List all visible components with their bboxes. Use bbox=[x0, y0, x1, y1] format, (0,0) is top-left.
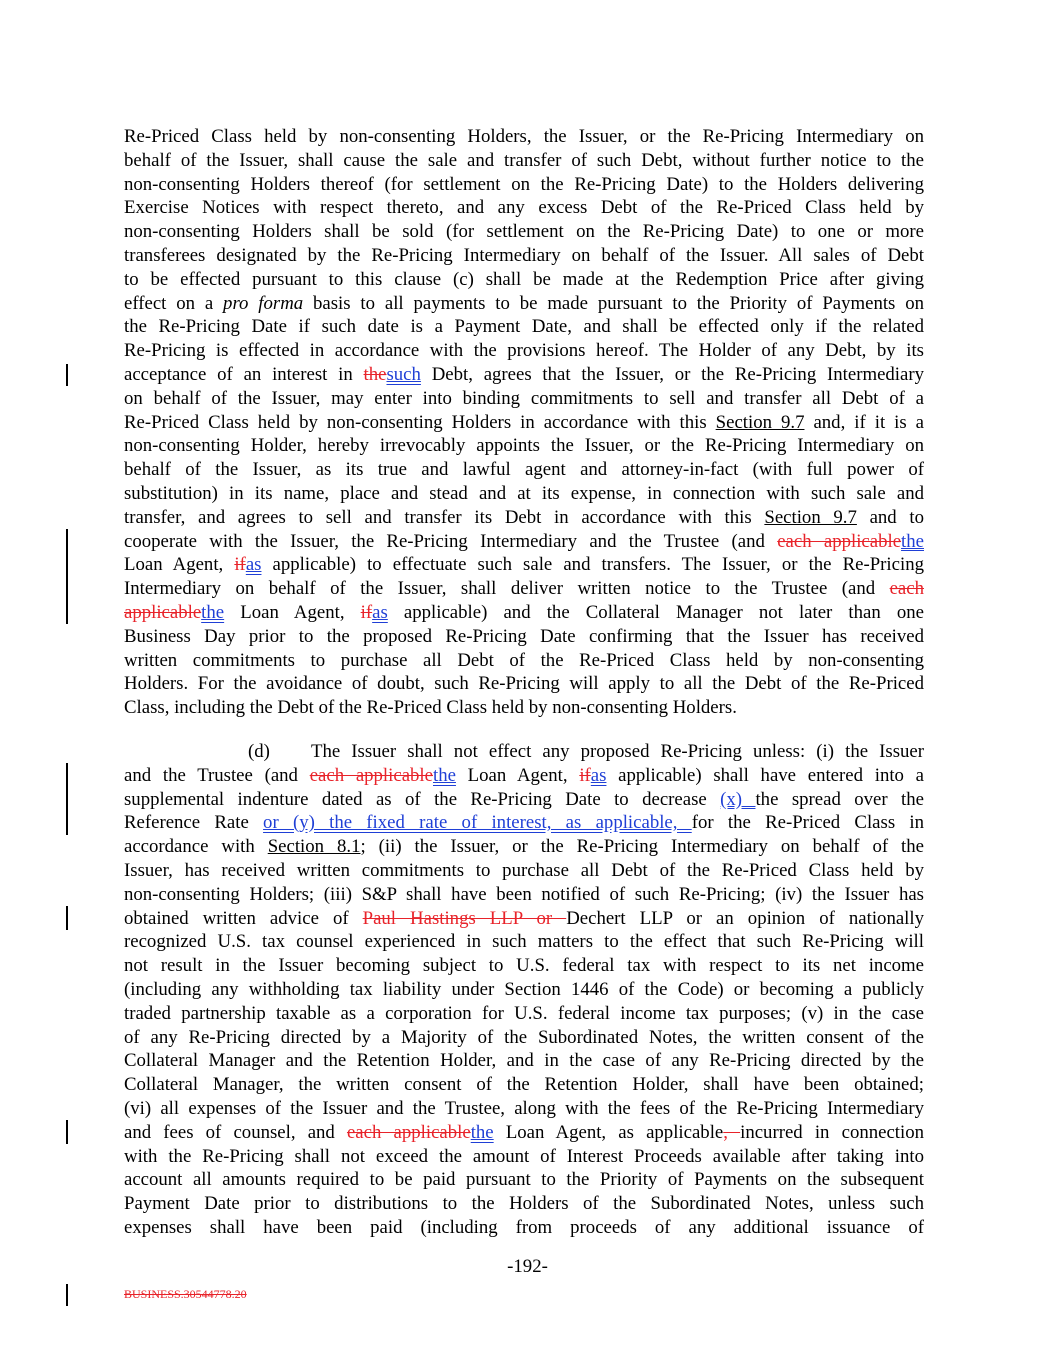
text-run: Holders. For the avoidance of doubt, such Re-Pricing will apply to all the Debt of the Re-Priced bbox=[124, 673, 924, 695]
deleted-text: each applicable bbox=[777, 530, 902, 552]
text-run: Reference Rate bbox=[124, 812, 264, 834]
text-line bbox=[124, 434, 924, 458]
text-run: and the Trustee (and bbox=[124, 764, 310, 786]
italic-text: pro forma bbox=[223, 292, 304, 314]
deleted-text: if bbox=[360, 601, 373, 623]
text-line bbox=[124, 601, 924, 625]
text-run: (vi) all expenses of the Issuer and the Trustee, along with the fees of the Re-Pricing Intermediary bbox=[124, 1097, 924, 1119]
text-run: for the Re-Priced Class in bbox=[691, 812, 924, 834]
text-run: supplemental indenture dated as of the Re-Pricing Date to decrease bbox=[124, 788, 721, 810]
deleted-text: Paul Hastings LLP or bbox=[362, 907, 567, 929]
text-line bbox=[124, 196, 924, 220]
cross-reference[interactable]: Section 9.7 bbox=[764, 506, 857, 528]
text-line bbox=[124, 553, 924, 577]
text-run: Loan Agent, as applicable bbox=[493, 1121, 724, 1143]
text-run: Debt, agrees that the Issuer, or the Re-Pricing Intermediary bbox=[420, 363, 924, 385]
text-run: to be effected pursuant to this clause (c) shall be made at the Redemption Price after giving bbox=[124, 268, 924, 290]
inserted-text: the bbox=[201, 601, 225, 623]
text-run: incurred in connection bbox=[740, 1121, 924, 1143]
text-run: Issuer, has received written commitments to purchase all Debt of the Re-Priced Class held by bbox=[124, 859, 924, 881]
text-line bbox=[124, 315, 924, 339]
text-line bbox=[124, 740, 924, 764]
text-line bbox=[124, 1216, 924, 1240]
change-bar bbox=[66, 763, 68, 835]
inserted-text: such bbox=[386, 363, 421, 385]
text-line bbox=[124, 244, 924, 268]
text-run: and to bbox=[856, 506, 925, 528]
deleted-text: the bbox=[363, 363, 387, 385]
text-run: substitution) in its name, place and stead and at its expense, in connection with such sale and bbox=[124, 482, 924, 504]
inserted-text: the bbox=[433, 764, 456, 786]
text-line bbox=[124, 458, 924, 482]
change-bar bbox=[66, 1120, 68, 1144]
text-run: Re-Priced Class held by non-consenting Holders, the Issuer, or the Re-Pricing Intermediary on bbox=[124, 126, 924, 147]
text-line bbox=[124, 411, 924, 435]
text-run: effect on a bbox=[124, 292, 224, 314]
text-line bbox=[124, 859, 924, 883]
text-run: on behalf of the Issuer, may enter into binding commitments to sell and transfer all Debt of a bbox=[124, 387, 924, 409]
text-line bbox=[124, 1145, 924, 1169]
text-line bbox=[124, 811, 924, 835]
text-run: Re-Priced Class held by non-consenting Holders in accordance with this bbox=[124, 411, 716, 433]
inserted-text: as bbox=[590, 764, 607, 786]
text-line bbox=[124, 1026, 924, 1050]
text-line bbox=[124, 1121, 924, 1145]
text-run: recognized U.S. tax counsel experienced in such matters to the effect that such Re-Pricing will bbox=[124, 931, 924, 953]
inserted-text: the bbox=[901, 530, 924, 552]
text-run: with the Re-Pricing shall not exceed the amount of Interest Proceeds available after taking into bbox=[124, 1145, 924, 1167]
text-run: non-consenting Holders shall be sold (for settlement on the Re-Pricing Date) to one or more bbox=[124, 221, 924, 243]
text-line bbox=[124, 1002, 924, 1026]
paragraph-d bbox=[124, 740, 924, 1240]
text-run: Intermediary on behalf of the Issuer, shall deliver written notice to the Trustee (and bbox=[124, 578, 890, 600]
text-line bbox=[124, 764, 924, 788]
clause-number: (d) bbox=[248, 741, 270, 762]
text-run: of any Re-Pricing directed by a Majority of the Subordinated Notes, the written consent of the bbox=[124, 1026, 924, 1048]
text-line bbox=[124, 125, 924, 149]
text-run: applicable) and the Collateral Manager not later than one bbox=[387, 601, 925, 623]
text-run: Loan Agent, bbox=[224, 601, 361, 623]
inserted-text: or (y) the fixed rate of interest, as applicable, bbox=[263, 812, 692, 834]
text-run: acceptance of an interest in bbox=[124, 363, 364, 385]
deleted-text: if bbox=[234, 554, 246, 576]
change-bar bbox=[66, 1284, 68, 1306]
deleted-text: , bbox=[723, 1121, 741, 1143]
deleted-text: applicable bbox=[124, 601, 202, 623]
text-run: transfer, and agrees to sell and transfer its Debt in accordance with this bbox=[124, 506, 765, 528]
text-line bbox=[124, 506, 924, 530]
text-line bbox=[124, 835, 924, 859]
text-run: Payment Date prior to distributions to the Holders of the Subordinated Notes, unless such bbox=[124, 1193, 924, 1215]
paragraph-c-continuation bbox=[124, 125, 924, 720]
change-bar bbox=[66, 529, 68, 624]
deleted-text: each applicable bbox=[346, 1121, 471, 1143]
text-run: and, if it is a bbox=[804, 411, 925, 433]
text-line bbox=[124, 577, 924, 601]
text-run: transferees designated by the Re-Pricing Intermediary on behalf of the Issuer. All sales of Debt bbox=[124, 244, 924, 266]
text-run: the spread over the bbox=[755, 788, 924, 810]
text-run: Dechert LLP or an opinion of nationally bbox=[566, 907, 924, 929]
text-line bbox=[124, 1073, 924, 1097]
text-line bbox=[124, 292, 924, 316]
text-line bbox=[124, 625, 924, 649]
text-line bbox=[124, 696, 924, 720]
text-line bbox=[124, 672, 924, 696]
text-run: not result in the Issuer becoming subject to U.S. federal tax with respect to its net income bbox=[124, 955, 924, 977]
text-run: cooperate with the Issuer, the Re-Pricing Intermediary and the Trustee (and bbox=[124, 530, 778, 552]
deleted-text: each applicable bbox=[309, 764, 433, 786]
text-line bbox=[124, 482, 924, 506]
text-run: behalf of the Issuer, shall cause the sale and transfer of such Debt, without further notice to the bbox=[124, 149, 924, 171]
deleted-text: if bbox=[579, 764, 591, 786]
text-run: The Issuer shall not effect any proposed Re-Pricing unless: (i) the Issuer bbox=[311, 741, 924, 762]
text-run: written commitments to purchase all Debt of the Re-Priced Class held by non-consenting bbox=[124, 649, 924, 671]
text-line bbox=[124, 883, 924, 907]
text-line bbox=[124, 1049, 924, 1073]
text-run: Class, including the Debt of the Re-Priced Class held by non-consenting Holders. bbox=[124, 697, 737, 719]
page-number: -192- bbox=[507, 1256, 548, 1277]
text-line bbox=[124, 1168, 924, 1192]
cross-reference[interactable]: Section 9.7 bbox=[715, 411, 805, 433]
text-line bbox=[124, 1097, 924, 1121]
text-run: (including any withholding tax liability under Section 1446 of the Code) or becoming a publicly bbox=[124, 978, 924, 1000]
cross-reference[interactable]: Section 8.1 bbox=[267, 836, 361, 858]
text-line bbox=[124, 1192, 924, 1216]
text-line bbox=[124, 954, 924, 978]
change-bar bbox=[66, 906, 68, 930]
text-run: traded partnership taxable as a corporation for U.S. federal income tax purposes; (v) in the case bbox=[124, 1002, 924, 1024]
text-run: Loan Agent, bbox=[124, 554, 235, 576]
text-line bbox=[124, 907, 924, 931]
text-run: and fees of counsel, and bbox=[124, 1121, 347, 1143]
footer-document-id: BUSINESS.30544778.20 bbox=[124, 1287, 247, 1301]
text-run: expenses shall have been paid (including from proceeds of any additional issuance of bbox=[124, 1216, 924, 1238]
text-line bbox=[124, 788, 924, 812]
text-run: basis to all payments to be made pursuant to the Priority of Payments on bbox=[303, 292, 924, 314]
text-line bbox=[124, 930, 924, 954]
text-run: ; (ii) the Issuer, or the Re-Pricing Intermediary on behalf of the bbox=[360, 836, 924, 858]
text-line bbox=[124, 649, 924, 673]
text-run: Loan Agent, bbox=[455, 764, 580, 786]
text-line bbox=[124, 387, 924, 411]
text-line bbox=[124, 149, 924, 173]
text-run: applicable) to effectuate such sale and transfers. The Issuer, or the Re-Pricing bbox=[261, 554, 924, 576]
text-run: behalf of the Issuer, as its true and lawful agent and attorney-in-fact (with full power of bbox=[124, 459, 924, 481]
text-run: Business Day prior to the proposed Re-Pricing Date confirming that the Issuer has received bbox=[124, 625, 924, 647]
text-run: non-consenting Holder, hereby irrevocably appoints the Issuer, or the Re-Pricing Intermediary on bbox=[124, 435, 924, 457]
inserted-text: (x) bbox=[720, 788, 756, 810]
text-run: Collateral Manager and the Retention Holder, and in the case of any Re-Pricing directed by the bbox=[124, 1050, 924, 1072]
text-line bbox=[124, 220, 924, 244]
text-line bbox=[124, 173, 924, 197]
text-run: Re-Pricing is effected in accordance with the provisions hereof. The Holder of any Debt, by its bbox=[124, 340, 924, 362]
text-line bbox=[124, 978, 924, 1002]
deleted-text: each bbox=[889, 578, 924, 600]
text-run: Collateral Manager, the written consent of the Retention Holder, shall have been obtained; bbox=[124, 1074, 924, 1096]
text-run: non-consenting Holders thereof (for settlement on the Re-Pricing Date) to the Holders delivering bbox=[124, 173, 924, 195]
text-run: accordance with bbox=[124, 836, 268, 858]
text-run: applicable) shall have entered into a bbox=[606, 764, 925, 786]
text-line bbox=[124, 339, 924, 363]
inserted-text: the bbox=[470, 1121, 494, 1143]
text-run: obtained written advice of bbox=[124, 907, 363, 929]
inserted-text: as bbox=[245, 554, 262, 576]
text-run: the Re-Pricing Date if such date is a Payment Date, and shall be effected only if the related bbox=[124, 316, 924, 338]
text-run: non-consenting Holders; (iii) S&P shall have been notified of such Re-Pricing; (iv) the Issuer has bbox=[124, 883, 924, 905]
text-line bbox=[124, 530, 924, 554]
text-run: Exercise Notices with respect thereto, and any excess Debt of the Re-Priced Class held by bbox=[124, 197, 924, 219]
change-bar bbox=[66, 364, 68, 386]
inserted-text: as bbox=[372, 601, 388, 623]
text-line bbox=[124, 268, 924, 292]
text-run: account all amounts required to be paid pursuant to the Priority of Payments on the subsequent bbox=[124, 1169, 924, 1191]
text-line bbox=[124, 363, 924, 387]
